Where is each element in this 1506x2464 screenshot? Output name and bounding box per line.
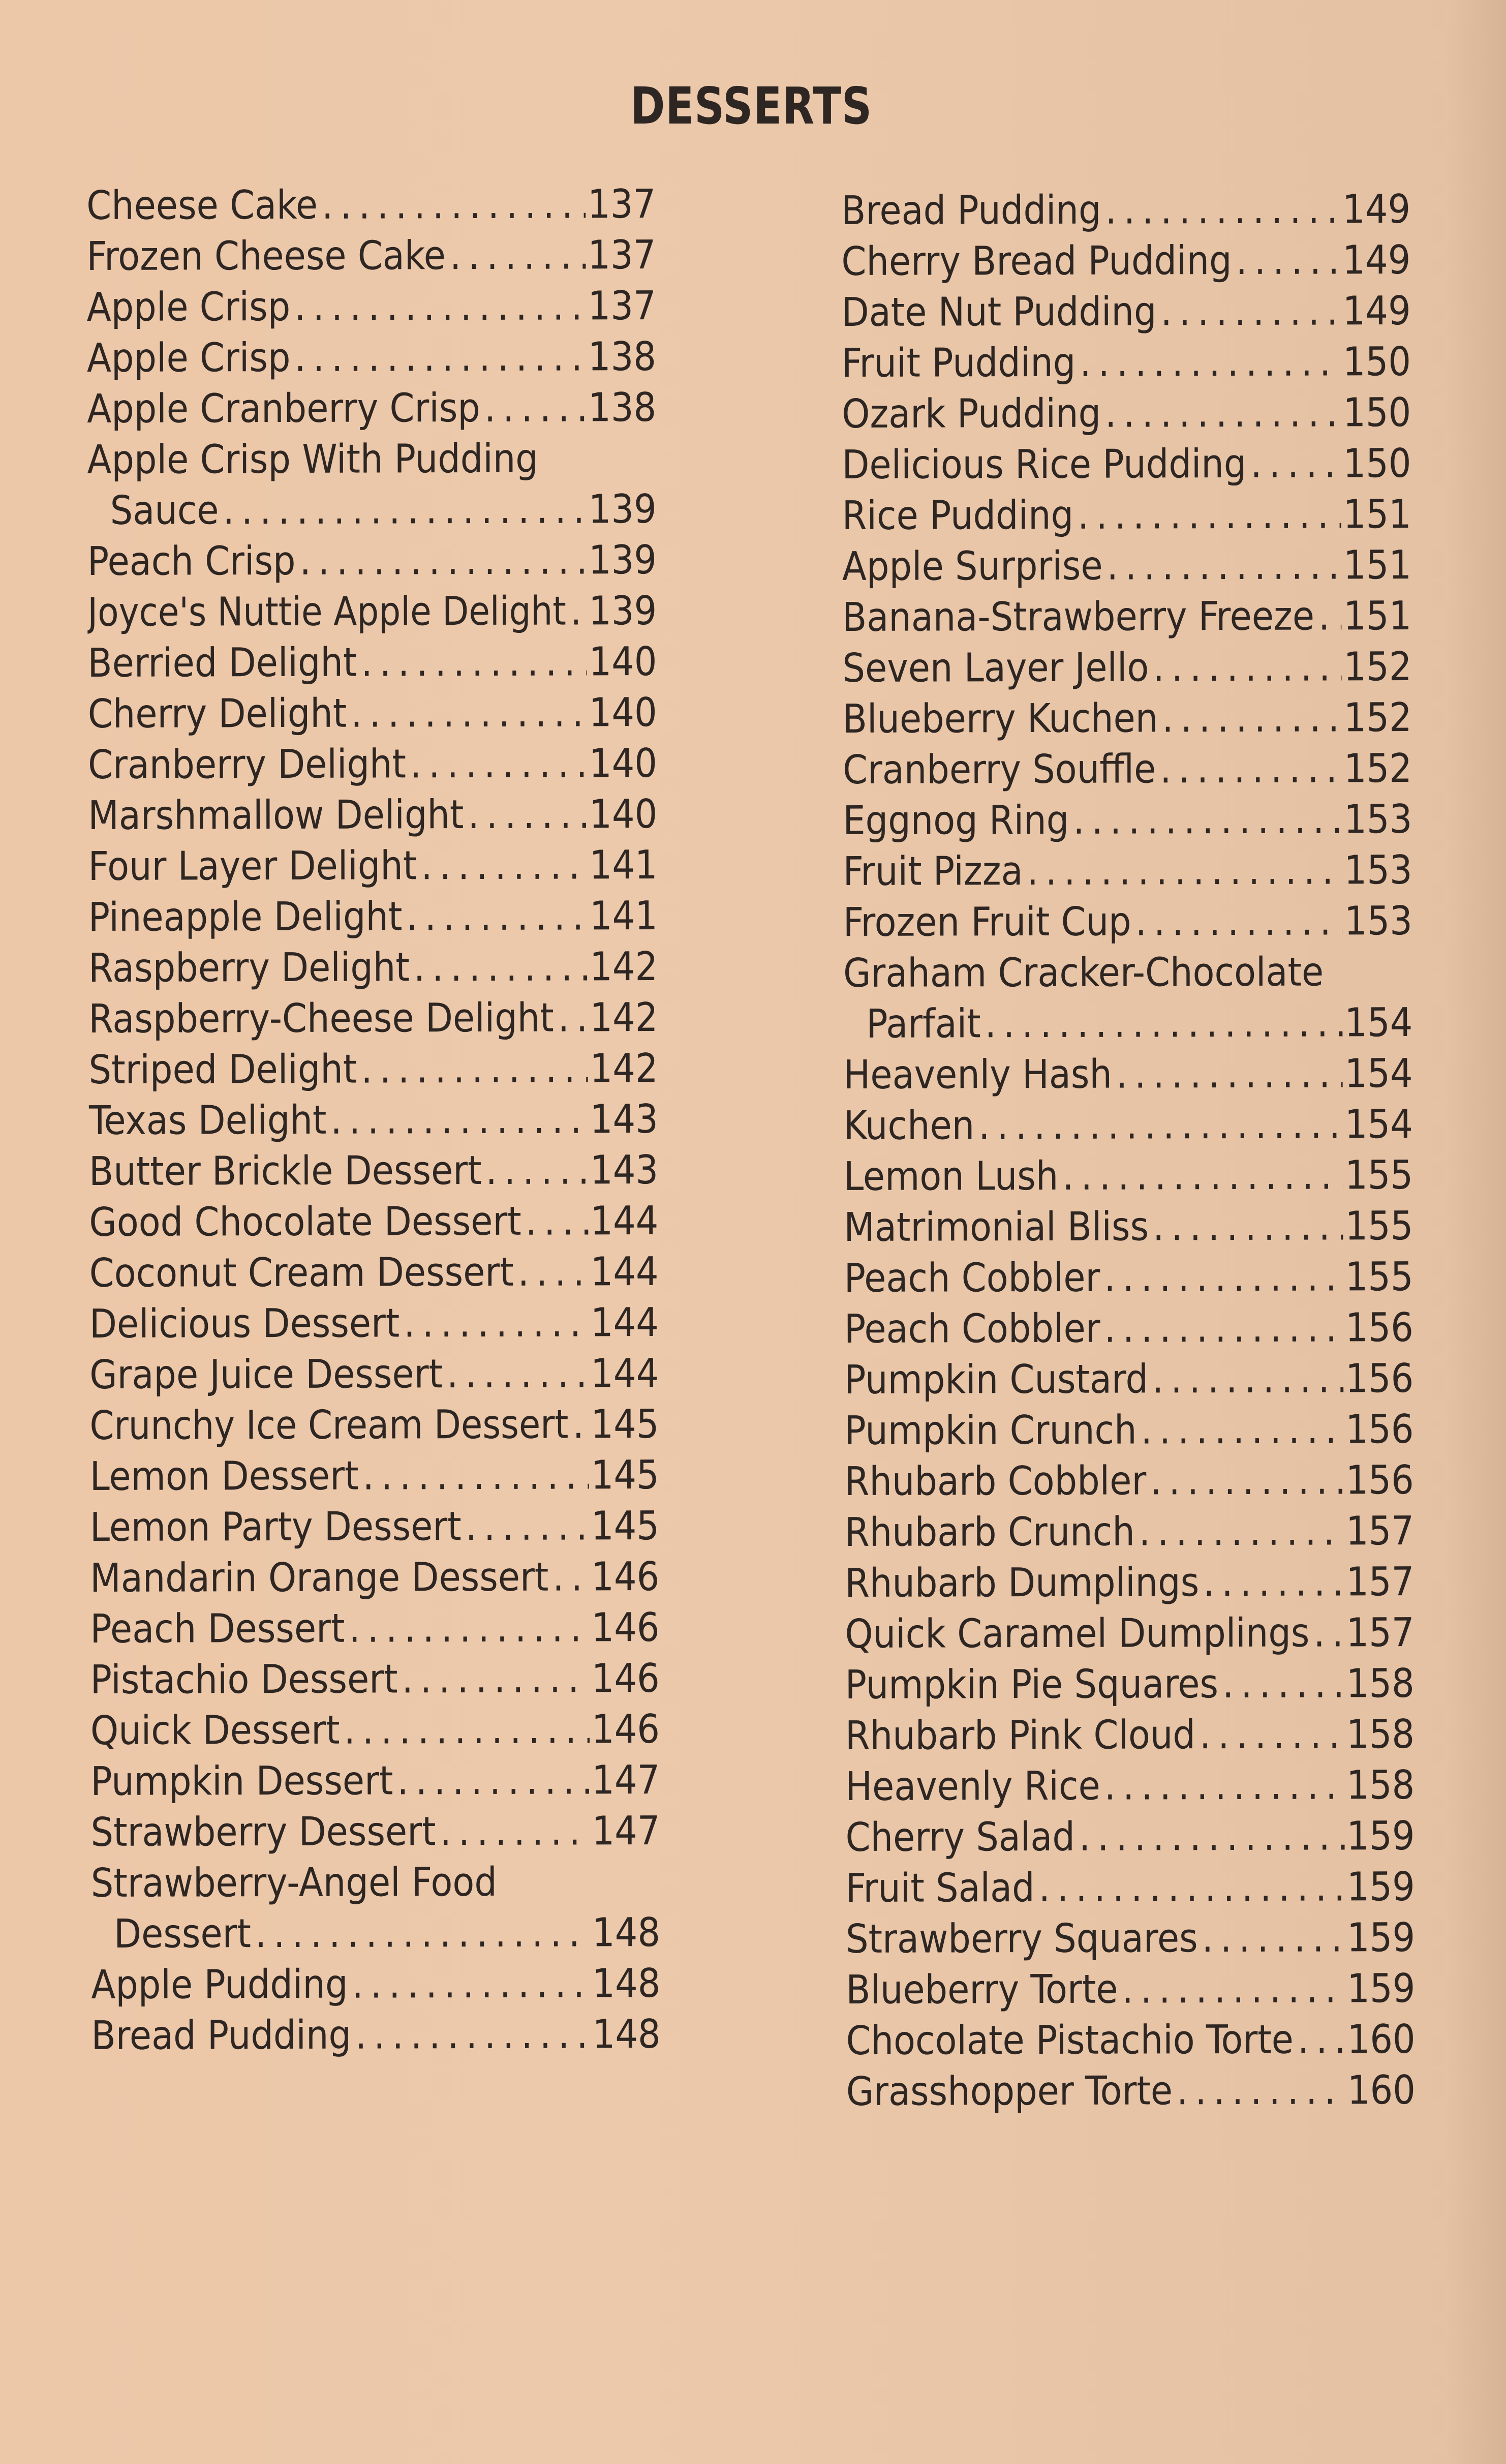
dot-leader [443,1348,589,1400]
recipe-name: Lemon Lush [843,1153,1059,1200]
page-number: 159 [1347,1966,1416,2012]
recipe-name: Crunchy Ice Cream Dessert [89,1402,569,1449]
dot-leader [1118,1963,1345,2015]
index-entry [89,1196,658,1248]
page-number: 156 [1345,1457,1414,1504]
page-number: 155 [1345,1152,1413,1199]
page-number: 149 [1342,187,1411,233]
dot-leader [345,1602,589,1654]
index-entry [842,591,1411,643]
recipe-name: Cherry Delight [87,690,347,737]
index-entry [88,738,657,790]
recipe-name: Quick Caramel Dumplings [845,1610,1310,1657]
recipe-name: Butter Brickle Dessert [88,1147,482,1195]
dot-leader [548,1552,589,1602]
index-entry [88,789,657,841]
index-entry [842,337,1411,389]
page-number: 141 [589,842,658,889]
recipe-name: Apple Crisp With Pudding [87,436,538,483]
dot-leader [436,1806,590,1857]
index-entry [844,1302,1413,1355]
page-number: 142 [590,1046,658,1092]
recipe-name: Good Chocolate Dessert [89,1198,521,1245]
recipe-name: Fruit Pizza [843,848,1023,895]
page-number: 138 [588,385,657,431]
page-number: 137 [588,232,656,279]
page-number: 153 [1344,898,1412,945]
recipe-name: Pumpkin Pie Squares [845,1661,1219,1708]
dot-leader [1075,1811,1345,1862]
recipe-name: Rhubarb Cobbler [844,1458,1147,1505]
recipe-name: Lemon Party Dessert [89,1504,462,1550]
index-entry [87,331,656,384]
index-entry [846,2065,1416,2117]
page-number: 150 [1343,390,1411,436]
page-number: 142 [590,944,658,990]
page-number: 145 [591,1503,660,1549]
dot-leader [251,1907,590,1959]
index-entry [841,184,1410,236]
index-entry [87,484,657,536]
page-number: 151 [1343,542,1412,589]
dot-leader [1131,896,1342,947]
dot-leader [1101,387,1341,439]
recipe-name: Peach Cobbler [844,1305,1100,1352]
dot-leader [446,230,586,281]
index-entry [842,438,1411,491]
index-entry [842,489,1411,541]
dot-leader [1156,743,1342,795]
dot-leader [514,1246,589,1297]
dot-leader [1309,1607,1344,1658]
recipe-name: Marshmallow Delight [88,792,464,839]
index-entry [87,535,657,587]
dot-leader [1023,845,1342,897]
dot-leader [1100,1760,1345,1811]
dot-leader [1149,642,1341,693]
page-number: 148 [592,1961,661,2007]
index-entry [91,2009,660,2061]
index-entry [846,2014,1415,2066]
recipe-name: Matrimonial Bliss [844,1204,1149,1251]
index-entry [88,992,658,1045]
page-number: 140 [589,741,658,787]
dot-leader [521,1196,589,1246]
page-number: 139 [588,486,657,533]
index-entry [90,1450,659,1502]
index-entry [86,230,656,282]
dot-leader [1195,1709,1344,1760]
recipe-name: Quick Dessert [90,1707,340,1754]
index-entry [845,1658,1415,1711]
dot-leader [1100,1302,1343,1354]
recipe-name: Four Layer Delight [88,843,417,890]
dot-leader [340,1704,590,1755]
dot-leader [397,1653,590,1705]
dot-leader [1156,286,1340,337]
index-entry [843,997,1412,1050]
dot-leader [1158,692,1342,744]
dot-leader [1232,235,1340,286]
recipe-name: Sauce [110,488,219,534]
dot-leader [326,1094,588,1145]
index-entry [845,1709,1415,1761]
page-number: 150 [1343,441,1411,487]
recipe-name: Peach Cobbler [844,1255,1100,1301]
index-entry [843,692,1412,745]
index-entry [844,1353,1413,1406]
index-entry [842,286,1411,338]
page-number: 146 [591,1656,660,1702]
recipe-name: Berried Delight [87,640,357,686]
dot-leader [1218,1658,1344,1710]
dot-leader [481,1145,588,1196]
index-entry [845,1506,1414,1558]
index-entry [89,1348,659,1401]
index-entry [842,642,1411,694]
index-entry [845,1811,1415,1863]
recipe-name: Texas Delight [88,1097,327,1144]
dot-leader [1100,1252,1343,1303]
dot-leader [348,1958,590,2010]
dot-leader [981,997,1343,1049]
page-number: 150 [1342,339,1411,385]
index-entry [89,1094,658,1146]
page-number: 148 [592,2012,661,2058]
dot-leader [290,331,586,383]
page-number: 156 [1345,1356,1414,1402]
dot-leader [1035,1862,1345,1913]
dot-leader [406,738,587,789]
recipe-name: Grape Juice Dessert [89,1351,443,1398]
recipe-name: Bread Pudding [91,2012,352,2059]
recipe-name: Pistachio Dessert [90,1656,398,1703]
index-entry [90,1653,660,1706]
index-entry [86,179,656,231]
recipe-name: Cherry Bread Pudding [841,237,1232,285]
dot-leader [1073,489,1341,540]
index-entry [89,1246,658,1299]
recipe-name: Pumpkin Dessert [90,1758,393,1805]
index-entry [845,1760,1415,1812]
page-number: 155 [1345,1203,1413,1250]
recipe-name: Frozen Cheese Cake [86,233,446,280]
recipe-name: Cheese Cake [86,182,318,229]
page-number: 145 [591,1452,659,1499]
index-entry [87,281,656,333]
recipe-name: Rhubarb Crunch [844,1509,1135,1556]
page-number: 156 [1345,1305,1414,1351]
index-entry [844,1150,1413,1202]
dot-leader [1058,1150,1343,1201]
index-entry [88,840,657,892]
dot-leader [1101,184,1340,235]
page-number: 158 [1346,1762,1415,1809]
index-entry [844,1201,1413,1253]
dot-leader [1294,2014,1345,2065]
page-number: 138 [588,334,657,380]
page-number: 154 [1344,1000,1413,1046]
dot-leader [1246,438,1341,489]
recipe-name: Heavenly Hash [843,1051,1112,1098]
dot-leader [410,941,588,993]
recipe-name: Apple Surprise [842,543,1103,590]
recipe-name: Strawberry Squares [845,1915,1198,1962]
index-entry [87,636,657,689]
index-entry [846,1912,1415,1965]
index-entry [91,1958,660,2011]
index-entry [843,794,1412,846]
dot-leader [351,2009,591,2060]
page-number: 148 [592,1910,661,1956]
dot-leader [347,687,587,739]
page-edge-shadow [1445,0,1506,2464]
dot-leader [1146,1455,1344,1506]
page-number: 143 [590,1147,659,1194]
page-number: 153 [1344,797,1412,843]
recipe-name: Delicious Dessert [89,1300,400,1347]
dot-leader [974,1099,1343,1151]
recipe-name: Blueberry Kuchen [842,695,1158,742]
index-entry [89,1399,659,1451]
dot-leader [1075,337,1341,388]
index-entry [88,941,658,994]
recipe-name: Coconut Cream Dessert [89,1249,514,1296]
recipe-name: Apple Crisp [86,284,291,330]
page-number: 152 [1343,746,1412,792]
recipe-name: Fruit Salad [845,1865,1035,1911]
page-number: 149 [1342,237,1411,284]
page-number: 141 [589,893,658,939]
index-entry [90,1806,660,1858]
dot-leader [295,535,587,586]
page-number: 160 [1347,2067,1416,2114]
page-number: 146 [591,1707,660,1753]
dot-leader [566,586,587,636]
index-entry [88,687,657,740]
index-entry [845,1557,1414,1609]
dot-leader [1197,1912,1345,1964]
page-number: 154 [1344,1102,1413,1148]
recipe-name: Grasshopper Torte [846,2068,1173,2115]
dot-leader [480,382,587,434]
recipe-name: Frozen Fruit Cup [843,899,1131,946]
page-number: 156 [1345,1407,1414,1453]
dot-leader [1069,794,1342,845]
index-entry [90,1602,659,1655]
dot-leader [1112,1048,1343,1100]
recipe-name: Peach Dessert [90,1605,345,1652]
page-title: DESSERTS [630,76,872,136]
dot-leader [554,992,588,1043]
recipe-name: Raspberry-Cheese Delight [88,995,554,1042]
page-number: 137 [588,181,656,228]
page-number: 144 [590,1198,659,1244]
recipe-name: Cherry Salad [845,1814,1075,1861]
dot-leader [357,1043,588,1094]
index-entry [845,1455,1414,1507]
recipe-name: Pumpkin Custard [844,1356,1149,1403]
index-entry [843,947,1412,999]
page-number: 143 [590,1097,658,1143]
index-entry [88,1043,658,1096]
index-entry [846,1963,1415,2016]
recipe-name: Strawberry Dessert [90,1809,436,1855]
recipe-name: Graham Cracker-Chocolate [843,949,1324,996]
recipe-name: Pineapple Delight [88,894,403,940]
dot-leader [1199,1557,1344,1608]
recipe-name: Eggnog Ring [843,797,1069,844]
dot-leader [402,891,588,942]
page-number: 140 [589,792,658,838]
index-entry [845,1607,1414,1660]
recipe-name: Delicious Rice Pudding [842,441,1247,488]
recipe-name: Apple Cranberry Crisp [87,385,481,432]
left-index-column [86,179,661,2061]
right-index-column [841,184,1416,2117]
recipe-name: Ozark Pudding [842,390,1101,437]
recipe-name: Raspberry Delight [88,945,410,991]
dot-leader [569,1399,589,1450]
recipe-name: Heavenly Rice [845,1763,1100,1810]
dot-leader [393,1755,590,1806]
page-number: 145 [591,1402,659,1448]
dot-leader [1148,1353,1343,1405]
page-number: 157 [1346,1610,1415,1656]
index-entry [844,1252,1413,1304]
page-number: 158 [1346,1661,1415,1707]
index-entry [843,743,1412,796]
dot-leader [357,636,587,688]
page-number: 140 [589,690,657,736]
index-entry [841,235,1410,287]
index-entry [843,896,1412,948]
recipe-name: Peach Crisp [87,538,296,585]
recipe-name: Strawberry-Angel Food [90,1859,497,1906]
page-number: 137 [588,283,656,329]
page-number: 144 [591,1351,659,1397]
dot-leader [1314,591,1342,642]
recipe-name: Kuchen [843,1103,975,1149]
index-entry [87,382,656,435]
recipe-name: Striped Delight [88,1046,357,1093]
index-entry [842,540,1411,592]
index-entry [89,1297,659,1350]
dot-leader [358,1450,589,1501]
page-number: 149 [1342,288,1411,334]
recipe-name: Seven Layer Jello [842,645,1149,691]
page-number: 142 [590,995,658,1041]
index-entry [843,845,1412,897]
dot-leader [399,1297,589,1349]
recipe-name: Apple Pudding [91,1961,348,2008]
page-number: 151 [1343,593,1412,640]
recipe-name: Joyce's Nuttie Apple Delight [87,588,566,635]
index-entry [844,1404,1413,1456]
page-number: 139 [589,588,657,634]
recipe-name: Cranberry Souffle [842,746,1156,793]
page-number: 160 [1347,2017,1416,2063]
page-number: 144 [590,1249,659,1295]
dot-leader [1149,1201,1343,1252]
index-entry [843,1048,1412,1101]
index-entry [87,586,657,638]
index-entry [87,433,656,485]
dot-leader [219,484,587,536]
page-number: 151 [1343,492,1411,538]
index-entry [91,1907,660,1960]
recipe-name: Rice Pudding [842,492,1074,539]
dot-leader [1173,2065,1345,2116]
recipe-name: Cranberry Delight [87,741,407,788]
page-number: 153 [1344,847,1412,894]
index-entry [90,1501,659,1553]
recipe-name: Dessert [113,1911,252,1957]
recipe-name: Date Nut Pudding [841,289,1157,336]
page-number: 140 [589,639,657,685]
page-number: 159 [1346,1864,1415,1910]
page-number: 152 [1343,695,1412,741]
recipe-name: Parfait [866,1001,981,1047]
page-number: 147 [592,1757,660,1804]
dot-leader [1135,1506,1344,1557]
page-number: 155 [1345,1254,1413,1300]
page-number: 158 [1346,1712,1415,1758]
recipe-name: Apple Crisp [86,334,291,381]
recipe-name: Chocolate Pistachio Torte [846,2017,1294,2064]
recipe-name: Bread Pudding [841,187,1101,234]
index-entry [88,891,658,943]
recipe-name: Banana-Strawberry Freeze [842,593,1315,641]
dot-leader [417,840,588,891]
page-number: 144 [590,1300,659,1346]
recipe-name: Pumpkin Crunch [844,1407,1137,1454]
index-entry [90,1755,660,1807]
index-entry [844,1099,1413,1151]
dot-leader [462,1501,590,1552]
recipe-name: Lemon Dessert [89,1453,359,1500]
recipe-name: Rhubarb Pink Cloud [845,1712,1196,1759]
index-entry [842,387,1411,440]
page-number: 157 [1345,1508,1415,1555]
page-number: 139 [588,537,657,584]
recipe-name: Mandarin Orange Dessert [90,1554,549,1601]
recipe-name: Rhubarb Dumplings [845,1560,1200,1606]
page-number: 159 [1346,1915,1416,1961]
dot-leader [1136,1404,1343,1455]
index-entry [846,1862,1415,1914]
recipe-name: Blueberry Torte [846,1966,1118,2013]
dot-leader [464,789,587,840]
index-entry [90,1704,660,1756]
page-number: 152 [1343,644,1412,690]
page-number: 157 [1346,1559,1415,1605]
index-entry [89,1145,658,1197]
page-number: 147 [592,1808,660,1854]
page-number: 146 [591,1605,660,1651]
dot-leader [290,281,586,332]
index-entry [91,1857,660,1909]
page-number: 154 [1344,1051,1413,1097]
dot-leader [318,179,586,230]
index-entry [90,1552,659,1604]
page-number: 146 [591,1554,660,1600]
page-number: 159 [1346,1813,1415,1860]
recipe-name: Fruit Pudding [841,340,1076,386]
dot-leader [1102,540,1341,591]
